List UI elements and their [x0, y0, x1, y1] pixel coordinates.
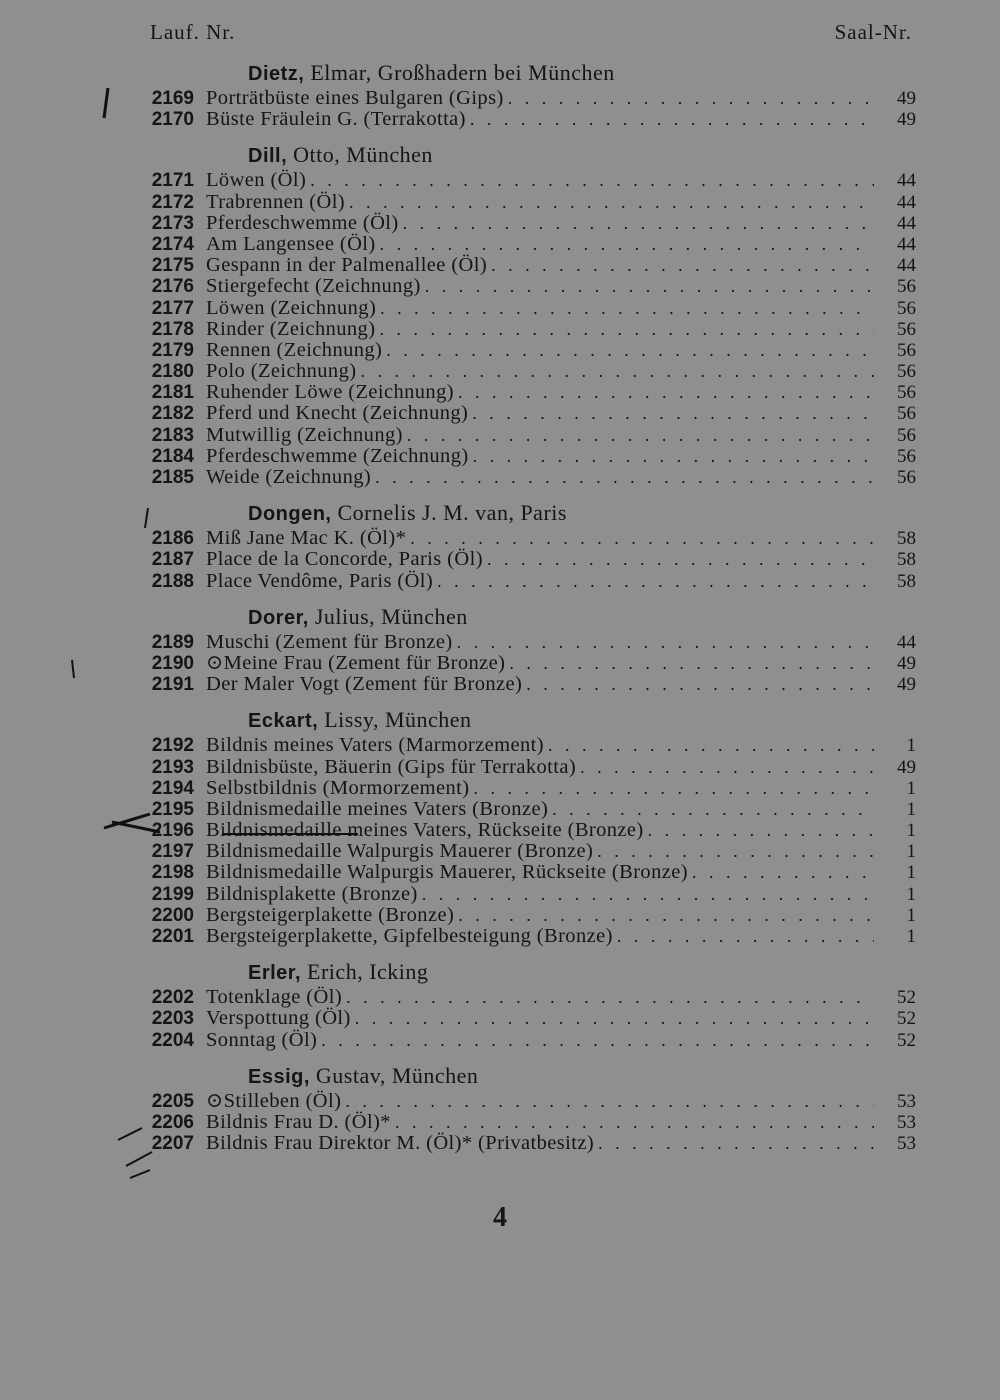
dot-leader [437, 571, 874, 592]
header-room-number-label: Saal-Nr. [834, 20, 912, 44]
catalog-entry [0, 528, 1000, 549]
entry-number: 2199 [151, 883, 194, 905]
catalog-entry [0, 446, 1000, 467]
catalog-entry [0, 467, 1000, 488]
catalog-entry [0, 1112, 1000, 1133]
catalog-entry [0, 735, 1000, 756]
entry-room-number: 53 [897, 1090, 916, 1112]
artist-section [0, 140, 1000, 488]
entry-title: Am Langensee (Öl) [206, 232, 376, 255]
entry-number: 2194 [151, 777, 194, 799]
dot-leader [345, 1091, 874, 1112]
catalog-entry [0, 1030, 1000, 1051]
entry-title: Bildnisbüste, Bäuerin (Gips für Terrakotta) [206, 755, 577, 778]
entry-number: 2198 [151, 862, 194, 884]
entry-room-number: 44 [897, 631, 916, 653]
catalog-listing [0, 58, 1000, 1164]
dot-leader [386, 340, 874, 361]
entry-number: 2181 [151, 382, 194, 404]
entry-title: Ruhender Löwe (Zeichnung) [206, 381, 454, 404]
entry-room-number: 56 [897, 318, 916, 340]
dot-leader [395, 1112, 874, 1133]
entry-room-number: 56 [897, 424, 916, 446]
artist-name-and-city: Erich, Icking [307, 959, 429, 985]
dot-leader [355, 1008, 874, 1029]
catalog-entry [0, 799, 1000, 820]
dot-leader [407, 425, 874, 446]
entry-title: Büste Fräulein G. (Terrakotta) [206, 108, 466, 131]
dot-leader [473, 778, 874, 799]
artist-name-and-city: Julius, München [314, 603, 468, 629]
artist-surname: Essig, [248, 1065, 310, 1088]
dot-leader [422, 884, 874, 905]
entry-room-number: 56 [897, 382, 916, 404]
entry-room-number: 49 [897, 674, 916, 696]
dot-leader [597, 841, 874, 862]
entry-number: 2184 [151, 445, 194, 467]
entry-room-number: 58 [897, 528, 916, 550]
entry-number: 2171 [151, 170, 194, 192]
artist-section [0, 498, 1000, 592]
entry-room-number: 56 [897, 467, 916, 488]
artist-section [0, 957, 1000, 1051]
dot-leader [380, 298, 874, 319]
entry-room-number: 49 [897, 109, 916, 131]
catalog-entry [0, 88, 1000, 109]
dot-leader [580, 757, 874, 778]
entry-room-number: 1 [906, 798, 916, 820]
entry-room-number: 49 [897, 88, 916, 109]
entry-number: 2193 [151, 756, 194, 778]
entry-title: Bildnismedaille meines Vaters, Rückseite (Bronze) [206, 819, 644, 842]
artist-surname: Dietz, [248, 63, 305, 85]
dot-leader [617, 926, 874, 947]
dot-leader [552, 799, 874, 820]
entry-title: Rinder (Zeichnung) [206, 317, 376, 340]
artist-heading [0, 1061, 1000, 1091]
artist-surname: Eckart, [248, 710, 319, 733]
entry-number: 2175 [151, 255, 194, 277]
entry-number: 2203 [151, 1008, 194, 1030]
entry-number: 2169 [151, 88, 194, 109]
entry-title: Bildnismedaille Walpurgis Mauerer, Rückseite (Bronze) [206, 861, 688, 884]
dot-leader [379, 319, 874, 340]
entry-number: 2200 [151, 904, 194, 926]
entry-number: 2173 [151, 212, 194, 234]
entry-title: Weide (Zeichnung) [206, 466, 372, 488]
artist-section [0, 1061, 1000, 1155]
entry-title: ⊙Meine Frau (Zement für Bronze) [206, 651, 506, 674]
dot-leader [458, 382, 874, 403]
entry-title: Rennen (Zeichnung) [206, 338, 383, 361]
artist-surname: Erler, [248, 962, 302, 985]
entry-title: Löwen (Öl) [206, 169, 307, 192]
entry-room-number: 44 [897, 233, 916, 255]
entry-number: 2197 [151, 841, 194, 863]
dot-leader [526, 674, 874, 695]
entry-title: Totenklage (Öl) [206, 986, 343, 1009]
entry-room-number: 44 [897, 212, 916, 234]
entry-room-number: 44 [897, 170, 916, 192]
catalog-entry [0, 757, 1000, 778]
catalog-entry [0, 319, 1000, 340]
catalog-entry [0, 987, 1000, 1008]
entry-number: 2180 [151, 361, 194, 383]
artist-surname: Dongen, [248, 503, 332, 526]
artist-heading [0, 140, 1000, 170]
catalog-entry [0, 298, 1000, 319]
catalog-entry [0, 820, 1000, 841]
entry-title: Pferd und Knecht (Zeichnung) [206, 402, 469, 425]
artist-section [0, 705, 1000, 947]
entry-number: 2189 [151, 631, 194, 653]
catalog-entry [0, 340, 1000, 361]
entry-title: Miß Jane Mac K. (Öl)* [206, 527, 407, 550]
catalog-entry [0, 778, 1000, 799]
entry-number: 2205 [151, 1090, 194, 1112]
entry-room-number: 1 [906, 820, 916, 842]
entry-number: 2170 [151, 109, 194, 131]
catalog-entry [0, 1133, 1000, 1154]
catalog-entry [0, 255, 1000, 276]
entry-number: 2192 [151, 735, 194, 757]
entry-number: 2176 [151, 276, 194, 298]
entry-room-number: 56 [897, 297, 916, 319]
dot-leader [509, 653, 874, 674]
entry-number: 2183 [151, 424, 194, 446]
entry-room-number: 52 [897, 1029, 916, 1051]
artist-heading [0, 705, 1000, 735]
dot-leader [458, 905, 874, 926]
catalog-entry [0, 1091, 1000, 1112]
entry-room-number: 49 [897, 652, 916, 674]
artist-surname: Dorer, [248, 606, 309, 629]
catalog-entry [0, 862, 1000, 883]
dot-leader [470, 109, 874, 130]
entry-room-number: 56 [897, 339, 916, 361]
dot-leader [648, 820, 874, 841]
catalog-entry [0, 425, 1000, 446]
artist-heading [0, 957, 1000, 987]
entry-title: Stiergefecht (Zeichnung) [206, 275, 421, 298]
entry-title: Polo (Zeichnung) [206, 360, 357, 383]
dot-leader [403, 213, 874, 234]
entry-room-number: 1 [906, 777, 916, 799]
header-running-number-label: Lauf. Nr. [150, 20, 236, 44]
catalog-entry [0, 674, 1000, 695]
dot-leader [598, 1133, 874, 1154]
entry-number: 2185 [151, 467, 194, 488]
dot-leader [692, 862, 874, 883]
entry-title: ⊙Stilleben (Öl) [206, 1089, 342, 1112]
dot-leader [346, 987, 874, 1008]
entry-room-number: 1 [906, 926, 916, 947]
catalog-entry [0, 571, 1000, 592]
entry-room-number: 1 [906, 862, 916, 884]
entry-number: 2174 [151, 233, 194, 255]
entry-title: Sonntag (Öl) [206, 1028, 318, 1051]
entry-number: 2202 [151, 987, 194, 1009]
entry-room-number: 52 [897, 987, 916, 1009]
entry-title: Bildnis meines Vaters (Marmorzement) [206, 734, 544, 757]
entry-room-number: 56 [897, 403, 916, 425]
entry-number: 2172 [151, 191, 194, 213]
entry-title: Muschi (Zement für Bronze) [206, 630, 453, 653]
dot-leader [321, 1030, 874, 1051]
entry-number: 2186 [151, 528, 194, 550]
entry-room-number: 56 [897, 276, 916, 298]
entry-number: 2195 [151, 798, 194, 820]
entry-room-number: 52 [897, 1008, 916, 1030]
catalog-entry [0, 382, 1000, 403]
artist-name-and-city: Otto, München [293, 142, 433, 168]
pencil-slash-3 [130, 1170, 150, 1178]
entry-title: Bildnismedaille Walpurgis Mauerer (Bronze) [206, 840, 594, 863]
entry-title: Bergsteigerplakette, Gipfelbesteigung (Bronze) [206, 925, 613, 947]
entry-title: Bildnismedaille meines Vaters (Bronze) [206, 797, 549, 820]
dot-leader [491, 255, 874, 276]
entry-number: 2201 [151, 926, 194, 947]
dot-leader [425, 276, 874, 297]
catalog-entry [0, 109, 1000, 130]
entry-number: 2206 [151, 1111, 194, 1133]
entry-room-number: 44 [897, 191, 916, 213]
entry-room-number: 53 [897, 1133, 916, 1155]
catalog-entry [0, 1008, 1000, 1029]
entry-title: Gespann in der Palmenallee (Öl) [206, 254, 488, 277]
entry-number: 2187 [151, 549, 194, 571]
artist-section [0, 58, 1000, 130]
catalog-entry [0, 234, 1000, 255]
catalog-entry [0, 841, 1000, 862]
catalog-entry [0, 361, 1000, 382]
entry-room-number: 49 [897, 756, 916, 778]
dot-leader [508, 88, 874, 109]
dot-leader [487, 549, 874, 570]
dot-leader [360, 361, 874, 382]
entry-room-number: 44 [897, 255, 916, 277]
entry-room-number: 58 [897, 549, 916, 571]
entry-number: 2204 [151, 1029, 194, 1051]
artist-name-and-city: Lissy, München [324, 707, 472, 733]
entry-title: Mutwillig (Zeichnung) [206, 423, 403, 446]
dot-leader [473, 446, 874, 467]
catalog-entry [0, 884, 1000, 905]
artist-section [0, 602, 1000, 696]
entry-room-number: 53 [897, 1111, 916, 1133]
entry-title: Bildnisplakette (Bronze) [206, 882, 418, 905]
dot-leader [472, 403, 874, 424]
entry-number: 2182 [151, 403, 194, 425]
page-number: 4 [493, 1202, 507, 1233]
entry-number: 2190 [151, 652, 194, 674]
catalog-entry [0, 632, 1000, 653]
catalog-entry [0, 905, 1000, 926]
catalog-entry [0, 213, 1000, 234]
entry-title: Porträtbüste eines Bulgaren (Gips) [206, 87, 504, 109]
entry-title: Bergsteigerplakette (Bronze) [206, 903, 455, 926]
entry-title: Verspottung (Öl) [206, 1007, 351, 1030]
artist-heading [0, 602, 1000, 632]
entry-title: Der Maler Vogt (Zement für Bronze) [206, 673, 523, 696]
catalog-entry [0, 926, 1000, 947]
dot-leader [375, 467, 874, 488]
entry-room-number: 1 [906, 735, 916, 757]
entry-title: Place de la Concorde, Paris (Öl) [206, 548, 483, 571]
entry-room-number: 58 [897, 570, 916, 592]
entry-title: Selbstbildnis (Mormorzement) [206, 776, 470, 799]
artist-heading [0, 58, 1000, 88]
entry-room-number: 56 [897, 445, 916, 467]
dot-leader [457, 632, 874, 653]
dot-leader [380, 234, 874, 255]
entry-title: Place Vendôme, Paris (Öl) [206, 569, 434, 592]
entry-room-number: 1 [906, 904, 916, 926]
entry-room-number: 56 [897, 361, 916, 383]
catalog-entry [0, 549, 1000, 570]
page-header [150, 20, 912, 45]
entry-title: Trabrennen (Öl) [206, 190, 346, 213]
entry-number: 2179 [151, 339, 194, 361]
catalog-entry [0, 192, 1000, 213]
entry-room-number: 1 [906, 841, 916, 863]
entry-number: 2188 [151, 570, 194, 592]
entry-room-number: 1 [906, 883, 916, 905]
dot-leader [410, 528, 874, 549]
entry-title: Pferdeschwemme (Öl) [206, 211, 399, 234]
entry-title: Bildnis Frau Direktor M. (Öl)* (Privatbesitz) [206, 1132, 595, 1155]
artist-name-and-city: Cornelis J. M. van, Paris [337, 500, 567, 526]
catalog-entry [0, 276, 1000, 297]
entry-number: 2191 [151, 674, 194, 696]
entry-number: 2207 [151, 1133, 194, 1155]
artist-heading [0, 498, 1000, 528]
dot-leader [349, 192, 874, 213]
entry-number: 2178 [151, 318, 194, 340]
catalog-entry [0, 170, 1000, 191]
catalog-entry [0, 653, 1000, 674]
artist-name-and-city: Gustav, München [315, 1062, 479, 1088]
artist-name-and-city: Elmar, Großhadern bei München [310, 60, 615, 85]
entry-number: 2196 [151, 820, 194, 842]
dot-leader [548, 735, 874, 756]
artist-surname: Dill, [248, 145, 288, 168]
dot-leader [310, 170, 874, 191]
catalog-entry [0, 403, 1000, 424]
entry-title: Löwen (Zeichnung) [206, 296, 377, 319]
entry-title: Bildnis Frau D. (Öl)* [206, 1110, 391, 1133]
entry-title: Pferdeschwemme (Zeichnung) [206, 444, 469, 467]
entry-number: 2177 [151, 297, 194, 319]
